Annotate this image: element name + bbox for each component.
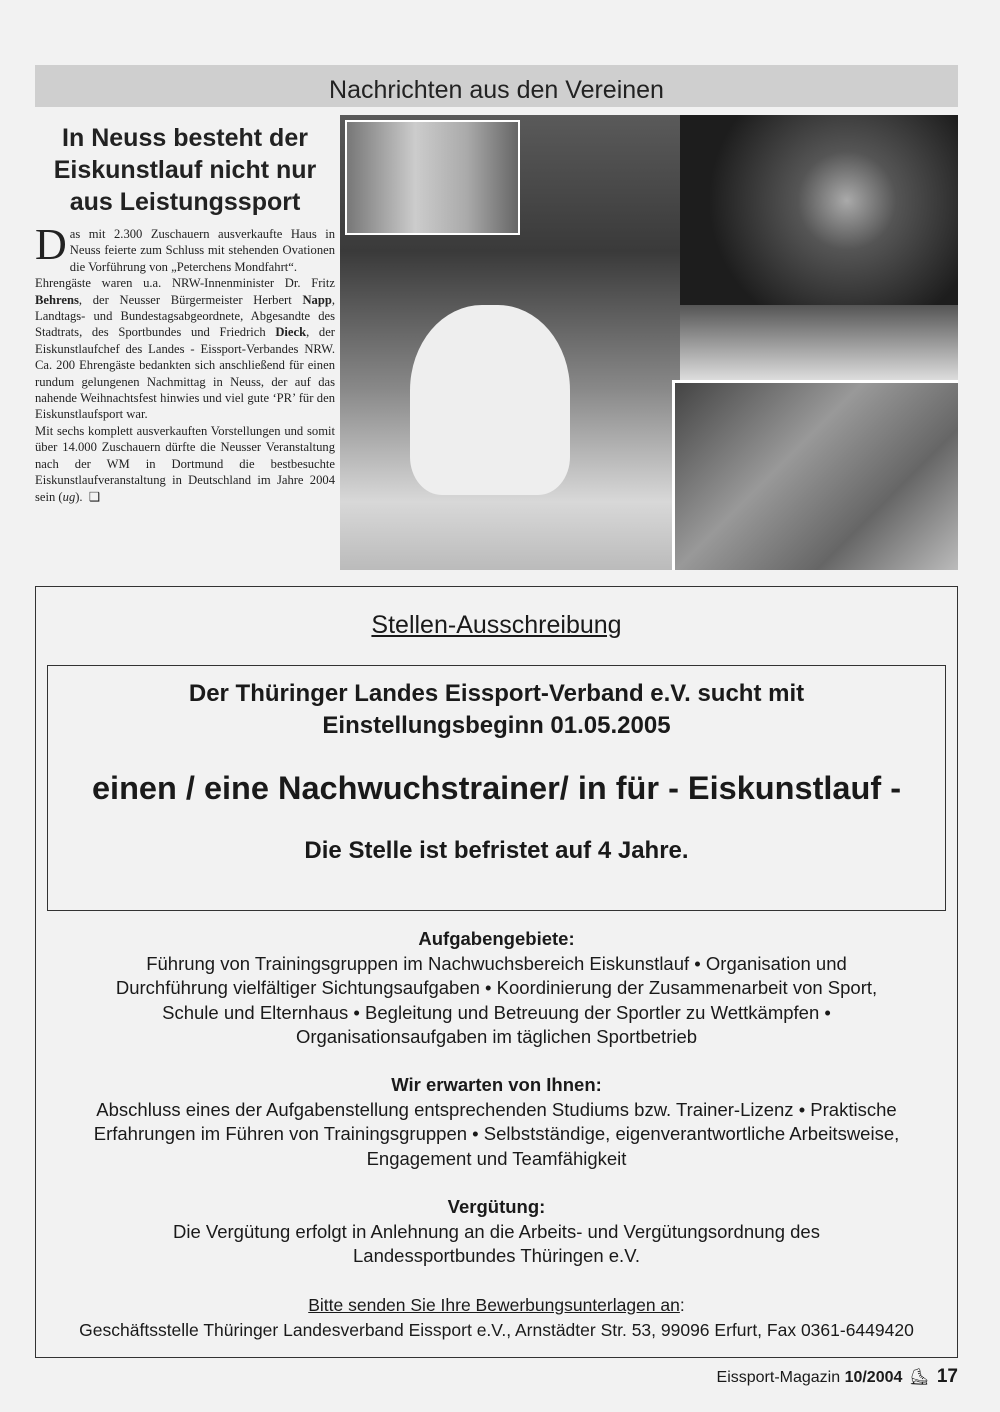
paragraph: as mit 2.300 Zuschauern ausverkaufte Haus in Neuss feierte zum Schluss mit stehenden Ovationen die Vorführung von „Peterchens Mondfahrt“. (69, 227, 335, 274)
paragraph: Mit sechs komplett ausverkauften Vorstellungen und somit über 14.000 Zuschauern dürfte die Neusser Veranstaltung nach der WM in Dortmund die bestbesuchte Eiskunstlaufveranstaltung in Deutschland im Jahre 2004 sein (ug). ❑ (35, 423, 335, 504)
article-headline: In Neuss besteht der Eiskunstlauf nicht nur aus Leistungssport (53, 124, 317, 216)
employer-line: Der Thüringer Landes Eissport-Verband e.V. sucht mit Einstellungsbeginn 01.05.2005 (188, 680, 805, 739)
contact-section: Bitte senden Sie Ihre Bewerbungsunterlagen an: Geschäftsstelle Thüringer Landesverband Eissport e.V., Arnstädter Str. 53, 99096 Erfurt, Fax 0361-6449420 (79, 1295, 914, 1340)
position-line: einen / eine Nachwuchstrainer/ in für - Eiskunstlauf - (91, 770, 902, 806)
photo-children (345, 120, 520, 235)
skate-logo-icon: ⛸ (908, 1369, 930, 1386)
term-line: Die Stelle ist befristet auf 4 Jahre. (304, 837, 689, 864)
section-header: Nachrichten aus den Vereinen (35, 65, 958, 107)
photo-performers-group (672, 380, 958, 570)
drop-cap: D (35, 220, 67, 269)
job-title: Stellen-Ausschreibung (371, 611, 622, 639)
pay-section: Vergütung: Die Vergütung erfolgt in Anlehnung an die Arbeits- und Vergütungsordnung des Landessportbundes Thüringen e.V. (173, 1196, 820, 1266)
job-headline-box (47, 665, 946, 911)
job-advert (35, 586, 958, 1358)
paragraph: Ehrengäste waren u.a. NRW-Innenminister Dr. Fritz Behrens, der Neusser Bürgermeister Herbert Napp, Landtags- und Bundestagsabgeordnete, Abgesandte des Stadtrats, des Sportbundes und Friedrich Dieck, der Eiskunstlaufchef des Landes - Eissport-Verbandes NRW. Ca. 200 Ehrengäste bedankten sich anschließend für einen rundum gelungenen Nachmittag in Neuss, der auf das nahende Weihnachtsfest hinwies und viel gute ‘PR’ für den Eiskunstlaufsport war. (35, 276, 335, 422)
end-mark: ❑ (88, 489, 101, 504)
page-footer: Eissport-Magazin 10/2004 ⛸ 17 (716, 1366, 958, 1387)
requirements-section: Wir erwarten von Ihnen: Abschluss eines der Aufgabenstellung entsprechenden Studiums bzw. Trainer-Lizenz • Praktische Erfahrungen im Führen von Trainingsgruppen • Selbstständige, eigenverantwortliche Arbeitsweise, Engagement und Teamfähigkeit (93, 1074, 900, 1169)
tasks-section: Aufgabengebiete: Führung von Trainingsgruppen im Nachwuchsbereich Eiskunstlauf • Organisation und Durchführung vielfältiger Sichtungsaufgaben • Koordinierung der Zusammenarbeit von Sport, Schule und Elternhaus • Begleitung und Betreuung der Sportler zu Wettkämpfen • Organisationsaufgaben im täglichen Sportbetrieb (115, 928, 878, 1047)
page-number: 17 (936, 1366, 958, 1387)
article-body (35, 220, 335, 505)
photo-arena (680, 305, 958, 380)
photo-skater (680, 115, 958, 305)
